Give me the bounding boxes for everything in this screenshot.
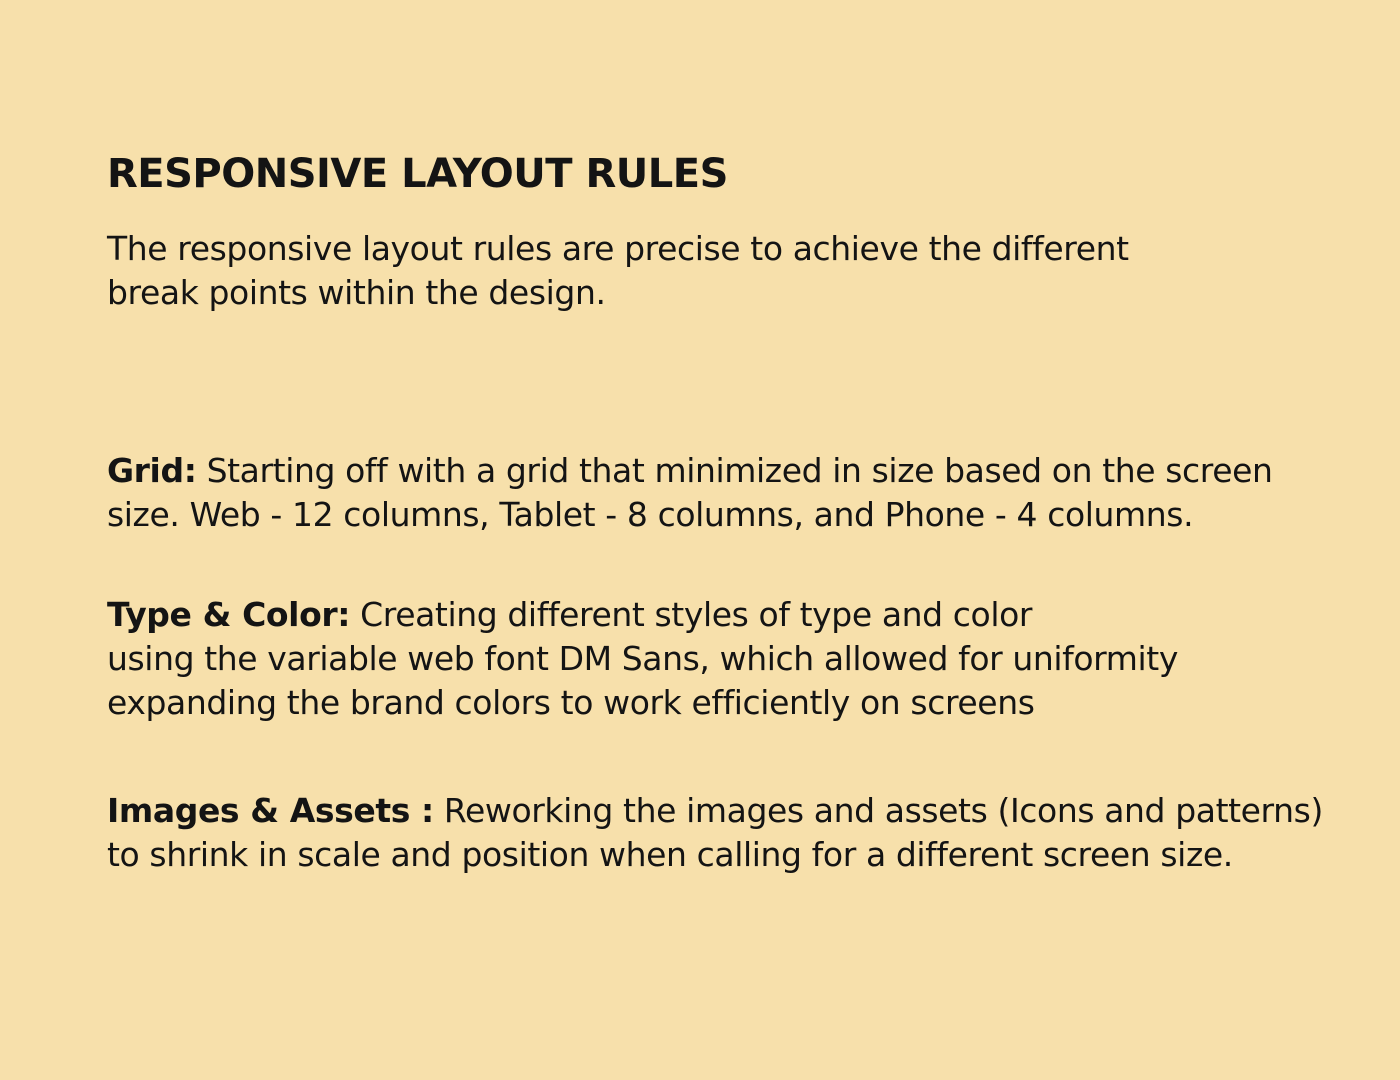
type-color-label: Type & Color: [107, 595, 351, 634]
type-color-section [107, 593, 1178, 725]
grid-label: Grid: [107, 451, 197, 490]
images-assets-section [107, 789, 1323, 877]
type-color-line-1 [107, 593, 1178, 637]
intro-line-2: break points within the design. [107, 273, 606, 312]
type-color-text-1: Creating different styles of type and color [350, 595, 1033, 634]
images-assets-label: Images & Assets : [107, 791, 434, 830]
images-assets-line-2: to shrink in scale and position when calling for a different screen size. [107, 835, 1233, 874]
page-title: RESPONSIVE LAYOUT RULES [107, 151, 728, 197]
images-assets-line-1 [107, 789, 1323, 833]
type-color-line-2: using the variable web font DM Sans, which allowed for uniformity [107, 639, 1178, 678]
grid-section [107, 449, 1273, 537]
intro-line-1: The responsive layout rules are precise to achieve the different [107, 229, 1129, 268]
grid-line-2: size. Web - 12 columns, Tablet - 8 columns, and Phone - 4 columns. [107, 495, 1194, 534]
grid-text-1: Starting off with a grid that minimized in size based on the screen [196, 451, 1273, 490]
images-assets-text-1: Reworking the images and assets (Icons and patterns) [433, 791, 1323, 830]
type-color-line-3: expanding the brand colors to work efficiently on screens [107, 683, 1035, 722]
grid-line-1 [107, 449, 1273, 493]
intro-paragraph [107, 227, 1129, 315]
